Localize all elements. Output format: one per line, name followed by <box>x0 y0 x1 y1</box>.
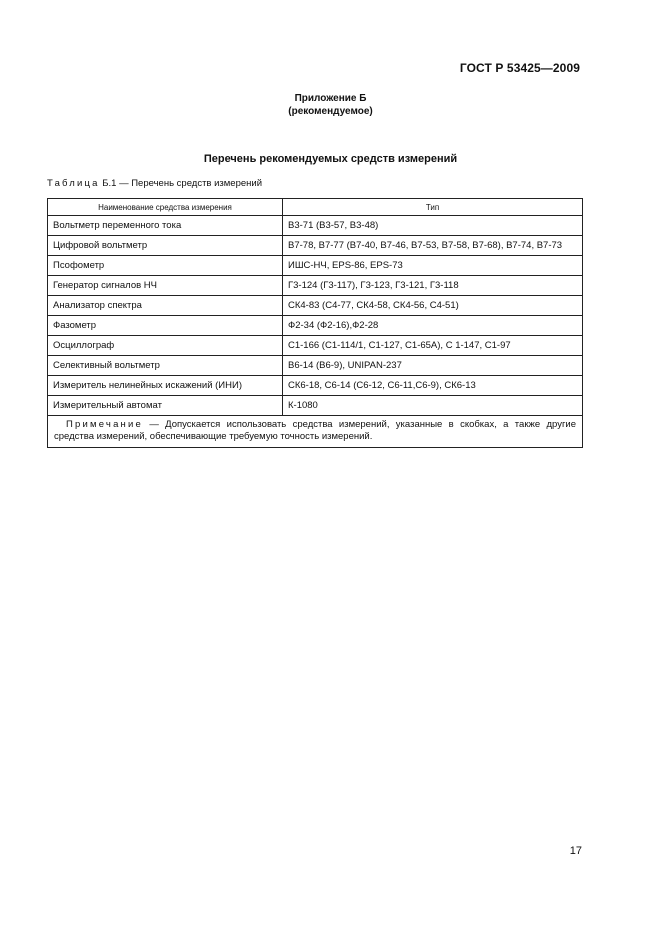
instrument-type: В6-14 (В6-9), UNIPAN-237 <box>283 356 583 376</box>
instrument-name: Селективный вольтметр <box>48 356 283 376</box>
column-header-type: Тип <box>283 199 583 216</box>
table-note-row <box>48 416 583 448</box>
page-number: 17 <box>569 845 582 857</box>
instrument-name: Осциллограф <box>48 336 283 356</box>
instrument-name: Цифровой вольтметр <box>48 236 283 256</box>
instrument-type: К-1080 <box>283 396 583 416</box>
table-note <box>48 416 583 448</box>
appendix-title: Приложение Б <box>294 93 367 104</box>
instrument-type: С1-166 (С1-114/1, С1-127, С1-65А), С 1-147, С1-97 <box>283 336 583 356</box>
instrument-type: СК4-83 (С4-77, СК4-58, СК4-56, С4-51) <box>283 296 583 316</box>
table-row <box>48 376 583 396</box>
table-row <box>48 276 583 296</box>
instrument-name: Измерительный автомат <box>48 396 283 416</box>
table-header-row <box>48 199 583 216</box>
instrument-name: Фазометр <box>48 316 283 336</box>
instrument-type: Г3-124 (Г3-117), Г3-123, Г3-121, Г3-118 <box>283 276 583 296</box>
table-row <box>48 356 583 376</box>
instrument-name: Анализатор спектра <box>48 296 283 316</box>
table-row <box>48 256 583 276</box>
table-row <box>48 396 583 416</box>
appendix-heading <box>0 92 661 118</box>
instrument-type: Ф2-34 (Ф2-16),Ф2-28 <box>283 316 583 336</box>
note-text: — Допускается использовать средства измерений, указанные в скобках, а также другие средства измерений, обеспечивающие требуемую точность измерений. <box>54 419 576 442</box>
table-caption <box>47 178 262 189</box>
table-caption-text: Б.1 — Перечень средств измерений <box>99 178 263 189</box>
table-row <box>48 216 583 236</box>
document-id: ГОСТ Р 53425—2009 <box>459 61 580 75</box>
instrument-type: В3-71 (В3-57, В3-48) <box>283 216 583 236</box>
instrument-type: ИШС-НЧ, EPS-86, EPS-73 <box>283 256 583 276</box>
table-row <box>48 316 583 336</box>
equipment-table <box>47 198 583 448</box>
note-label: Примечание <box>66 419 143 430</box>
table-row <box>48 296 583 316</box>
instrument-name: Вольтметр переменного тока <box>48 216 283 236</box>
table-row <box>48 336 583 356</box>
instrument-name: Генератор сигналов НЧ <box>48 276 283 296</box>
instrument-type: В7-78, В7-77 (В7-40, В7-46, В7-53, В7-58, В7-68), В7-74, В7-73 <box>283 236 583 256</box>
instrument-name: Псофометр <box>48 256 283 276</box>
column-header-name: Наименование средства измерения <box>48 199 283 216</box>
instrument-type: СК6-18, С6-14 (С6-12, С6-11,С6-9), СК6-13 <box>283 376 583 396</box>
instrument-name: Измеритель нелинейных искажений (ИНИ) <box>48 376 283 396</box>
list-title: Перечень рекомендуемых средств измерений <box>203 153 458 165</box>
appendix-subtitle: (рекомендуемое) <box>288 106 373 117</box>
table-row <box>48 236 583 256</box>
table-caption-label: Таблица <box>47 178 100 189</box>
